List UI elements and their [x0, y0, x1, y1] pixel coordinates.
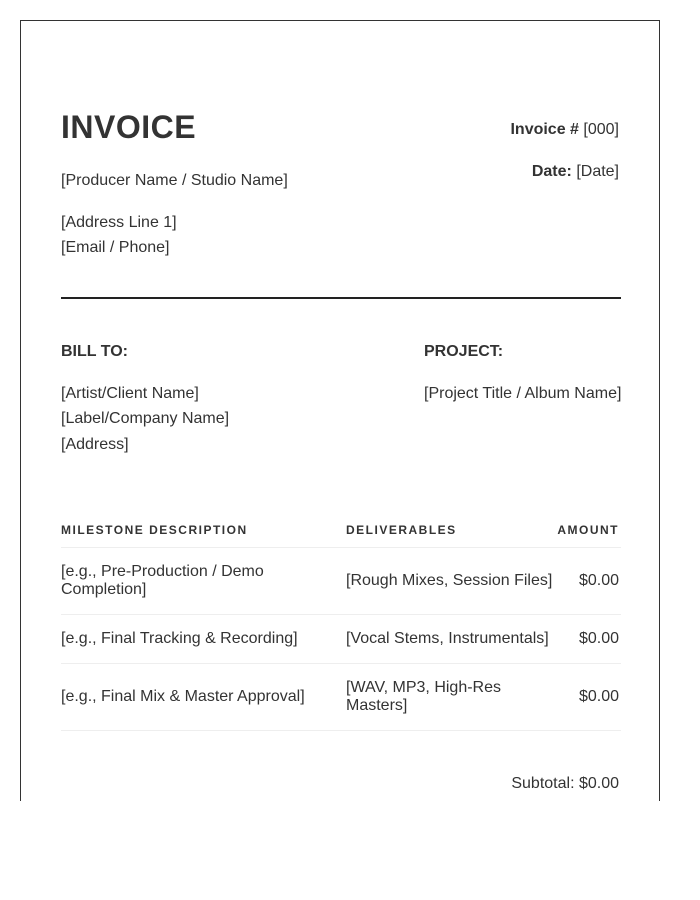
invoice-page: [20, 20, 660, 801]
invoice-date: [532, 163, 619, 181]
row-deliverables: [WAV, MP3, High-Res Masters]: [346, 679, 502, 714]
project-label: PROJECT:: [424, 343, 504, 360]
invoice-number-label: Invoice #: [510, 121, 579, 138]
project-title: [Project Title / Album Name]: [424, 385, 622, 402]
invoice-date-label: Date:: [531, 163, 572, 180]
row-description: [e.g., Pre-Production / Demo Completion]: [61, 563, 264, 598]
producer-name: [Producer Name / Studio Name]: [61, 172, 288, 189]
bill-to-label: BILL TO:: [61, 343, 128, 360]
row-amount: $0.00: [578, 630, 619, 647]
invoice-title: INVOICE: [61, 109, 197, 145]
row-deliverables: [Vocal Stems, Instrumentals]: [346, 630, 549, 647]
bill-to-company: [Label/Company Name]: [61, 410, 230, 427]
bill-to-address: [Address]: [61, 436, 129, 453]
invoice-date-value: [Date]: [576, 163, 619, 180]
column-header-amount: AMOUNT: [557, 523, 619, 537]
bill-to-client: [Artist/Client Name]: [61, 385, 199, 402]
producer-address: [Address Line 1]: [61, 214, 177, 231]
invoice-number-value: [000]: [583, 121, 619, 138]
row-description: [e.g., Final Mix & Master Approval]: [61, 688, 305, 705]
header-divider: [61, 297, 621, 299]
row-divider: [61, 730, 621, 731]
row-deliverables: [Rough Mixes, Session Files]: [346, 572, 553, 589]
row-divider: [61, 614, 621, 615]
row-amount: $0.00: [578, 688, 619, 705]
row-divider: [61, 663, 621, 664]
producer-contact: [Email / Phone]: [61, 239, 170, 256]
row-description: [e.g., Final Tracking & Recording]: [61, 630, 298, 647]
row-amount: $0.00: [578, 572, 619, 589]
table-header-divider: [61, 547, 621, 548]
subtotal: Subtotal: $0.00: [511, 775, 619, 792]
column-header-deliverables: DELIVERABLES: [346, 523, 457, 537]
invoice-number: [510, 121, 619, 139]
column-header-description: MILESTONE DESCRIPTION: [61, 523, 248, 537]
